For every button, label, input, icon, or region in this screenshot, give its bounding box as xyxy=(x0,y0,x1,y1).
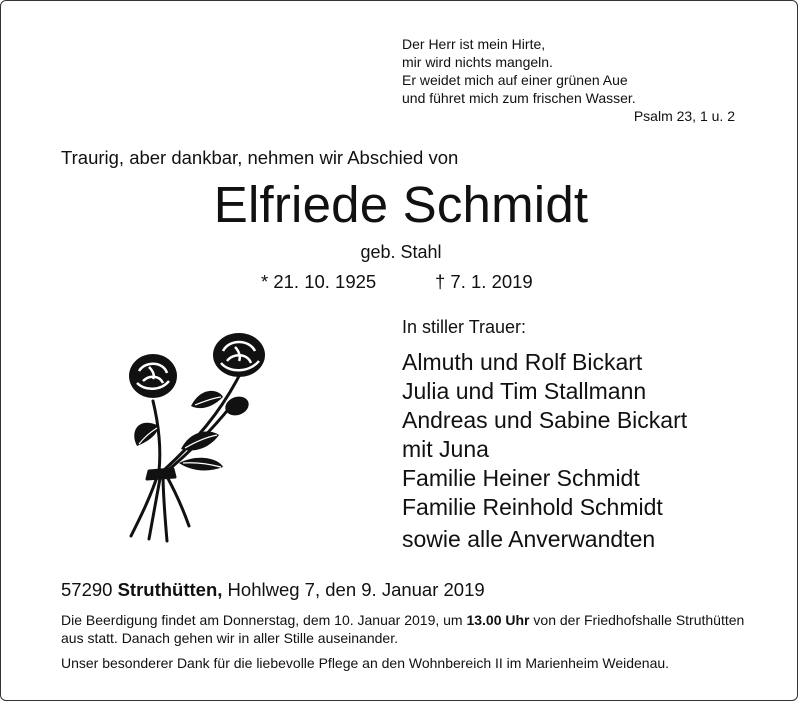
intro-text: Traurig, aber dankbar, nehmen wir Abschied von xyxy=(61,147,459,168)
address-date: Hohlweg 7, den 9. Januar 2019 xyxy=(227,579,485,600)
death-date: † 7. 1. 2019 xyxy=(435,271,533,292)
psalm-line: mir wird nichts mangeln. xyxy=(402,54,553,70)
psalm-quote xyxy=(402,35,636,107)
funeral-time: 13.00 Uhr xyxy=(466,612,530,628)
mourner-entry: Almuth und Rolf Bickart xyxy=(402,349,643,375)
mourner-entry: Familie Reinhold Schmidt xyxy=(402,494,663,520)
birth-name: geb. Stahl xyxy=(360,242,442,262)
postcode: 57290 xyxy=(61,579,113,600)
town: Struthütten, xyxy=(117,579,223,600)
mourner-entry: sowie alle Anverwandten xyxy=(402,526,656,552)
birth-date: * 21. 10. 1925 xyxy=(261,271,377,292)
deceased-name: Elfriede Schmidt xyxy=(213,176,589,233)
place-and-date xyxy=(61,579,485,601)
psalm-line: Der Herr ist mein Hirte, xyxy=(402,36,546,52)
mourner-entry: mit Juna xyxy=(402,436,489,462)
psalm-line: und führet mich zum frischen Wasser. xyxy=(402,90,636,106)
mourning-label: In stiller Trauer: xyxy=(402,317,527,337)
funeral-notice xyxy=(61,611,761,647)
roses-illustration xyxy=(101,331,281,546)
mourner-entry: Familie Heiner Schmidt xyxy=(402,465,640,491)
psalm-line: Er weidet mich auf einer grünen Aue xyxy=(402,72,628,88)
mourners-list xyxy=(402,348,687,554)
thanks-note: Unser besonderer Dank für die liebevolle Pflege an den Wohnbereich II im Marienheim Weidenau. xyxy=(61,655,670,671)
funeral-text-end: von der Friedhofshalle Struthütten aus statt. Danach gehen wir in aller Stille auseinander. xyxy=(61,612,745,646)
mourner-entry: Andreas und Sabine Bickart xyxy=(402,407,688,433)
mourner-entry: Julia und Tim Stallmann xyxy=(402,378,647,404)
funeral-text-start: Die Beerdigung findet am Donnerstag, dem 10. Januar 2019, um xyxy=(61,612,463,628)
psalm-reference: Psalm 23, 1 u. 2 xyxy=(633,108,735,124)
